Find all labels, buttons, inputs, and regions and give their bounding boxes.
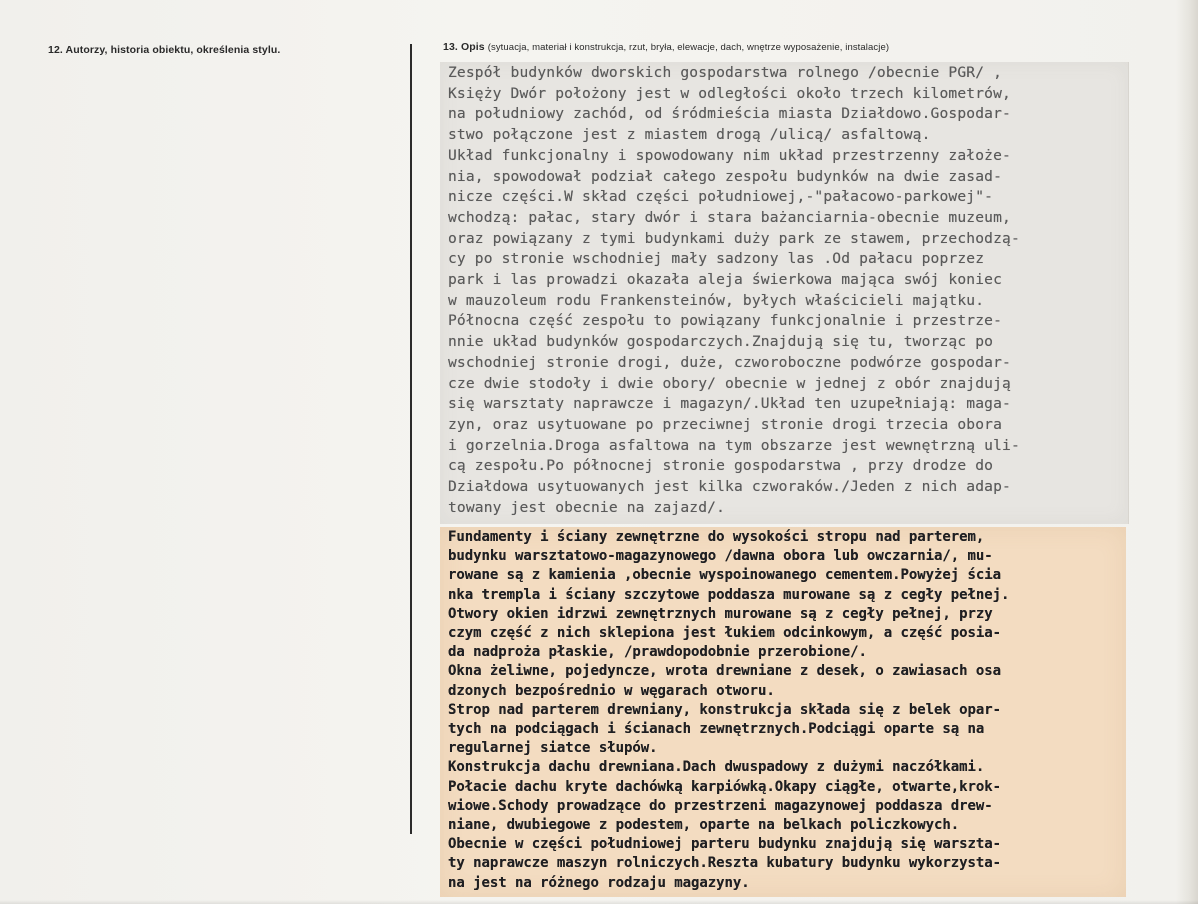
typed-line: regularnej siatce słupów.	[448, 740, 658, 757]
typed-line: nnie układ budynków gospodarczych.Znajdują się tu, tworząc po	[448, 333, 994, 351]
typed-line: na południowy zachód, od śródmieścia miasta Działdowo.Gospodar-	[448, 105, 1011, 123]
typed-line: stwo połączone jest z miastem drogą /ulicą/ asfaltową.	[448, 126, 931, 144]
typed-line: nka trempla i ściany szczytowe poddasza murowane są z cegły pełnej.	[448, 586, 1010, 603]
typed-line: Połacie dachu kryte dachówką karpiówką.Okapy ciągłe, otwarte,krok-	[448, 778, 1001, 795]
typed-clipping-construction-description	[440, 527, 1126, 897]
typed-line: park i las prowadzi okazała aleja świerkowa mająca swój koniec	[448, 271, 1003, 288]
section-13-heading	[443, 41, 889, 53]
typed-line: cą zespołu.Po północnej stronie gospodarstwa , przy drodze do	[448, 457, 994, 475]
typed-line: da nadproża płaskie, /prawdopodobnie przerobione/.	[448, 644, 867, 661]
typed-line: wschodniej stronie drogi, duże, czworoboczne podwórze gospodar-	[448, 353, 1011, 371]
typed-line: wiowe.Schody prowadzące do przestrzeni magazynowej poddasza drew-	[448, 797, 993, 814]
typed-line: ty naprawcze maszyn rolniczych.Reszta kubatury budynku wykorzysta-	[448, 855, 1001, 872]
typed-line: Obecnie w części południowej parteru budynku znajdują się warszta-	[448, 836, 1001, 853]
section-12-number: 12.	[48, 44, 63, 56]
typed-line: cy po stronie wschodniej mały sadzony las .Od pałacu poprzez	[448, 250, 985, 268]
typed-line: czym część z nich sklepiona jest łukiem odcinkowym, a część posia-	[448, 625, 1001, 641]
typed-line: dzonych bezpośrednio w węgarach otworu.	[448, 682, 775, 699]
typed-line: tych na podciągach i ścianach zewnętrznych.Podciągi oparte są na	[448, 721, 985, 737]
typed-line: Okna żeliwne, pojedyncze, wrota drewniane z desek, o zawiasach osa	[448, 663, 1001, 680]
page-right-edge	[1176, 0, 1198, 904]
typed-line: Działdowa usytuowanych jest kilka czworaków./Jeden z nich adap-	[448, 478, 1011, 495]
typed-line: na jest na różnego rodzaju magazyny.	[448, 874, 750, 891]
typed-line: oraz powiązany z tymi budynkami duży park ze stawem, przechodzą-	[448, 229, 1020, 247]
typed-line: cze dwie stodoły i dwie obory/ obecnie w jednej z obór znajdują	[448, 374, 1011, 392]
section-13-number: 13.	[443, 41, 458, 53]
typed-line: Układ funkcjonalny i spowodowany nim układ przestrzenny założe-	[448, 146, 1011, 164]
typed-line: w mauzoleum rodu Frankensteinów, byłych właścicieli majątku.	[448, 291, 985, 309]
typed-line: nicze części.W skład części południowej,-"pałacowo-parkowej"-	[448, 188, 994, 206]
typed-line: Otwory okien idrzwi zewnętrznych murowane są z cegły pełnej, przy	[448, 605, 993, 622]
column-divider	[410, 44, 412, 834]
section-12-title: Autorzy, historia obiektu, określenia stylu.	[65, 44, 281, 56]
typed-line: Zespół budynków dworskich gospodarstwa rolnego /obecnie PGR/ ,	[448, 64, 1003, 81]
section-12-heading	[48, 44, 280, 56]
typed-line: nia, spowodował podział całego zespołu budynków na dwie zasad-	[448, 167, 1003, 185]
typed-line: się warsztaty naprawcze i magazyn/.Układ ten uzupełniają: maga-	[448, 395, 1011, 413]
typed-line: budynku warsztatowo-magazynowego /dawna obora lub owczarnia/, mu-	[448, 548, 993, 565]
typed-line: Północna część zespołu to powiązany funkcjonalnie i przestrze-	[448, 312, 1003, 330]
typed-line: Księży Dwór położony jest w odległości około trzech kilometrów,	[448, 84, 1011, 102]
typed-clipping-site-description	[440, 62, 1129, 524]
typed-line: Strop nad parterem drewniany, konstrukcja składa się z belek opar-	[448, 701, 1001, 718]
typed-line: i gorzelnia.Droga asfaltowa na tym obszarze jest wewnętrzną uli-	[448, 436, 1020, 454]
typed-line: zyn, oraz usytuowane po przeciwnej stronie drogi trzecia obora	[448, 415, 1003, 433]
typed-line: Fundamenty i ściany zewnętrzne do wysokości stropu nad parterem,	[448, 529, 985, 545]
section-13-title: Opis	[460, 41, 485, 53]
typed-line: niane, dwubiegowe z podestem, oparte na belkach policzkowych.	[448, 817, 960, 833]
page-bottom-edge	[0, 900, 1198, 904]
typed-line: wchodzą: pałac, stary dwór i stara bażanciarnia-obecnie muzeum,	[448, 208, 1011, 226]
typed-line: towany jest obecnie na zajazd/.	[448, 498, 726, 516]
typed-line: rowane są z kamienia ,obecnie wyspoinowanego cementem.Powyżej ścia	[448, 567, 1001, 584]
typed-line: Konstrukcja dachu drewniana.Dach dwuspadowy z dużymi naczółkami.	[448, 759, 985, 776]
section-13-subtitle: (sytuacja, materiał i konstrukcja, rzut, bryła, elewacje, dach, wnętrze wyposażenie, instalacje)	[487, 42, 890, 53]
